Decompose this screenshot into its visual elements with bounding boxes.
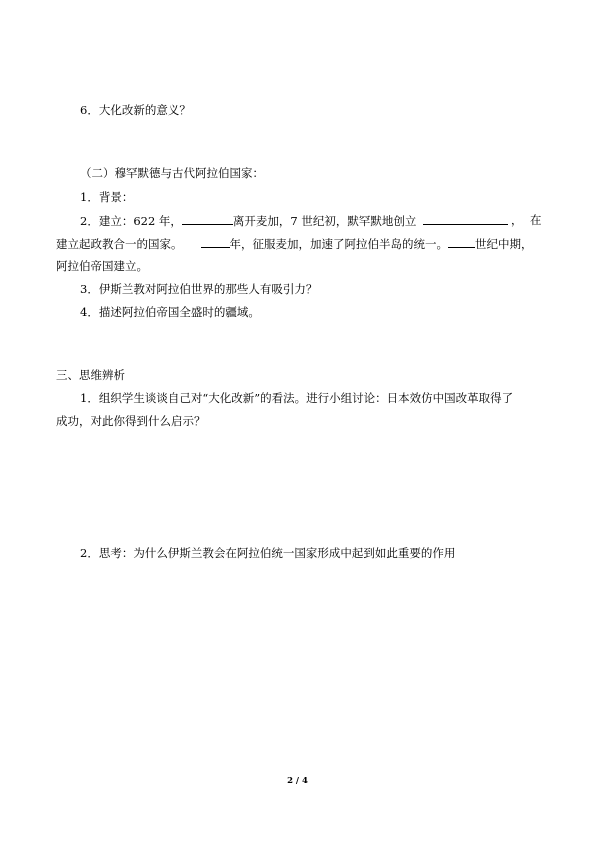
- section-3-q1-line-1: 1．组织学生谈谈自己对“大化改新”的看法。进行小组讨论：日本效仿中国改革取得了: [80, 391, 514, 405]
- section-3-title: 三、思维辨析: [56, 368, 125, 382]
- item-2-text-d: 在: [530, 213, 542, 227]
- section-2-item-2-line-2: [56, 236, 533, 251]
- section-2-item-4: 4．描述阿拉伯帝国全盛时的疆域。: [80, 305, 260, 319]
- section-3-q2: 2．思考：为什么伊斯兰教会在阿拉伯统一国家形成中起到如此重要的作用: [80, 546, 456, 560]
- section-2-title: （二）穆罕默德与古代阿拉伯国家：: [80, 166, 264, 180]
- fill-in-blank-3[interactable]: [201, 236, 230, 248]
- item-2-text-h: 阿拉伯帝国建立。: [56, 259, 148, 273]
- fill-in-blank-1[interactable]: [182, 213, 233, 225]
- section-2-item-1: 1．背景：: [80, 190, 134, 204]
- item-2-text-g: 世纪中期，: [475, 237, 533, 251]
- page-number: 2 / 4: [287, 776, 308, 786]
- item-2-text-e: 建立起政教合一的国家。: [56, 237, 183, 251]
- fill-in-blank-2[interactable]: [423, 213, 508, 225]
- question-6: 6．大化改新的意义？: [80, 103, 191, 117]
- section-2-item-2-line-1: [80, 213, 416, 228]
- item-2-text-f: 年，征服麦加，加速了阿拉伯半岛的统一。: [229, 237, 448, 251]
- item-2-text-a: 2．建立：622 年，: [80, 214, 182, 228]
- section-3-q1-line-2: 成功，对此你得到什么启示？: [56, 414, 206, 428]
- item-2-text-c: ，: [511, 213, 523, 227]
- item-2-text-b: 离开麦加，7 世纪初，默罕默地创立: [232, 214, 417, 228]
- fill-in-blank-4[interactable]: [448, 236, 475, 248]
- section-2-item-3: 3．伊斯兰教对阿拉伯世界的那些人有吸引力？: [80, 282, 318, 296]
